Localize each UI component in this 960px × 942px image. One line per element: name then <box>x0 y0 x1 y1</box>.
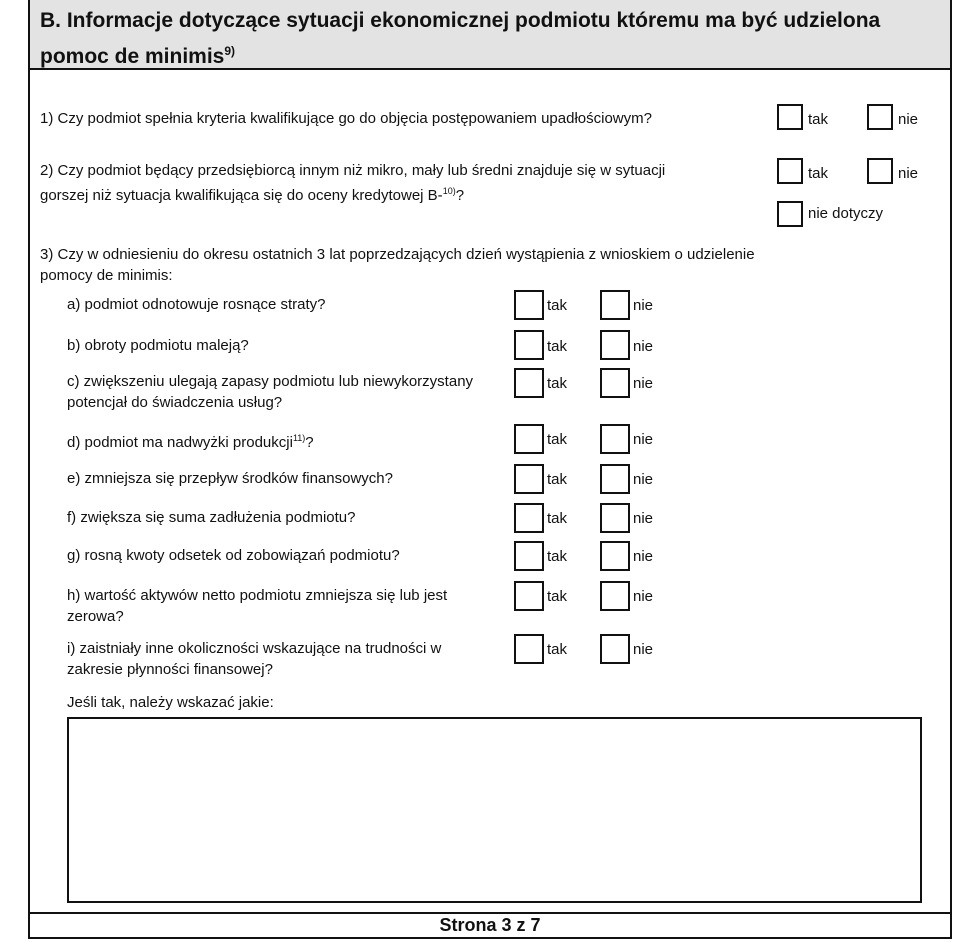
q3d-no-checkbox[interactable] <box>600 424 630 454</box>
question-1-text: 1) Czy podmiot spełnia kryteria kwalifikujące go do objęcia postępowaniem upadłościowym? <box>40 110 652 127</box>
q3i-yes-checkbox[interactable] <box>514 634 544 664</box>
q3d-yes-checkbox[interactable] <box>514 424 544 454</box>
q3f-yes-checkbox[interactable] <box>514 503 544 533</box>
q3b-no-checkbox[interactable] <box>600 330 630 360</box>
q1-no-checkbox[interactable] <box>867 104 893 130</box>
section-header <box>30 0 950 70</box>
q1-yes-checkbox[interactable] <box>777 104 803 130</box>
q3a-yes-label: tak <box>547 297 568 314</box>
page-number: Strona 3 z 7 <box>439 915 541 935</box>
q3i-no-checkbox[interactable] <box>600 634 630 664</box>
q2-footnote: 10) <box>442 186 456 196</box>
question-2-text <box>40 160 665 206</box>
q3h-yes-label: tak <box>547 588 568 605</box>
q3g-label: g) rosną kwoty odsetek od zobowiązań podmiotu? <box>67 547 400 564</box>
q2-text-line2: gorszej niż sytuacja kwalifikująca się do oceny kredytowej B- <box>40 187 443 204</box>
q3a-no-checkbox[interactable] <box>600 290 630 320</box>
q3g-yes-checkbox[interactable] <box>514 541 544 571</box>
q3e-yes-label: tak <box>547 471 568 488</box>
q2-no-checkbox[interactable] <box>867 158 893 184</box>
q3d-no-label: nie <box>633 431 654 448</box>
q3d-footnote: 11) <box>292 433 306 443</box>
section-title <box>40 6 920 72</box>
q2-no-label: nie <box>898 165 919 182</box>
q3b-yes-checkbox[interactable] <box>514 330 544 360</box>
q3f-label: f) zwiększa się suma zadłużenia podmiotu? <box>67 509 356 526</box>
question-3-text: 3) Czy w odniesieniu do okresu ostatnich 3 lat poprzedzających dzień wystąpienia z wnioskiem o udzielenie pomocy de minimis: <box>40 246 755 284</box>
q3g-no-checkbox[interactable] <box>600 541 630 571</box>
q3i-label: i) zaistniały inne okoliczności wskazujące na trudności w zakresie płynności finansowej? <box>67 640 442 678</box>
q3h-label: h) wartość aktywów netto podmiotu zmniejsza się lub jest zerowa? <box>67 587 448 625</box>
q3a-label: a) podmiot odnotowuje rosnące straty? <box>67 296 326 313</box>
q3g-yes-label: tak <box>547 548 568 565</box>
q2-text-end: ? <box>455 187 465 204</box>
q2-text-line1: 2) Czy podmiot będący przedsiębiorcą innym niż mikro, mały lub średni znajduje się w sytuacji <box>40 162 666 179</box>
q3c-yes-label: tak <box>547 375 568 392</box>
if-yes-details-input[interactable] <box>67 717 922 903</box>
q3h-yes-checkbox[interactable] <box>514 581 544 611</box>
q3e-no-label: nie <box>633 471 654 488</box>
q3b-label: b) obroty podmiotu maleją? <box>67 337 249 354</box>
q3c-yes-checkbox[interactable] <box>514 368 544 398</box>
form-page <box>28 0 952 939</box>
q3f-no-label: nie <box>633 510 654 527</box>
q3f-no-checkbox[interactable] <box>600 503 630 533</box>
q1-no-label: nie <box>898 111 919 128</box>
q3c-no-label: nie <box>633 375 654 392</box>
q3a-yes-checkbox[interactable] <box>514 290 544 320</box>
q3g-no-label: nie <box>633 548 654 565</box>
q3b-yes-label: tak <box>547 338 568 355</box>
q3h-no-label: nie <box>633 588 654 605</box>
q3h-no-checkbox[interactable] <box>600 581 630 611</box>
q3d-yes-label: tak <box>547 431 568 448</box>
q3c-no-checkbox[interactable] <box>600 368 630 398</box>
q3d-label-text: d) podmiot ma nadwyżki produkcji <box>67 434 293 451</box>
q2-not-applicable-checkbox[interactable] <box>777 201 803 227</box>
section-title-footnote: 9) <box>224 44 236 58</box>
q3d-label-end: ? <box>305 434 314 451</box>
q3b-no-label: nie <box>633 338 654 355</box>
if-yes-label: Jeśli tak, należy wskazać jakie: <box>67 694 274 711</box>
q3d-label <box>67 428 314 453</box>
q3e-label: e) zmniejsza się przepływ środków finansowych? <box>67 470 393 487</box>
q2-not-applicable-label: nie dotyczy <box>808 205 884 222</box>
q1-yes-label: tak <box>808 111 829 128</box>
q2-yes-checkbox[interactable] <box>777 158 803 184</box>
q2-yes-label: tak <box>808 165 829 182</box>
q3c-label: c) zwiększeniu ulegają zapasy podmiotu lub niewykorzystany potencjał do świadczenia usług? <box>67 373 474 411</box>
q3e-no-checkbox[interactable] <box>600 464 630 494</box>
q3f-yes-label: tak <box>547 510 568 527</box>
q3i-no-label: nie <box>633 641 654 658</box>
q3i-yes-label: tak <box>547 641 568 658</box>
section-title-text: B. Informacje dotyczące sytuacji ekonomicznej podmiotu któremu ma być udzielona pomoc de minimis <box>40 9 881 68</box>
q3e-yes-checkbox[interactable] <box>514 464 544 494</box>
q3a-no-label: nie <box>633 297 654 314</box>
